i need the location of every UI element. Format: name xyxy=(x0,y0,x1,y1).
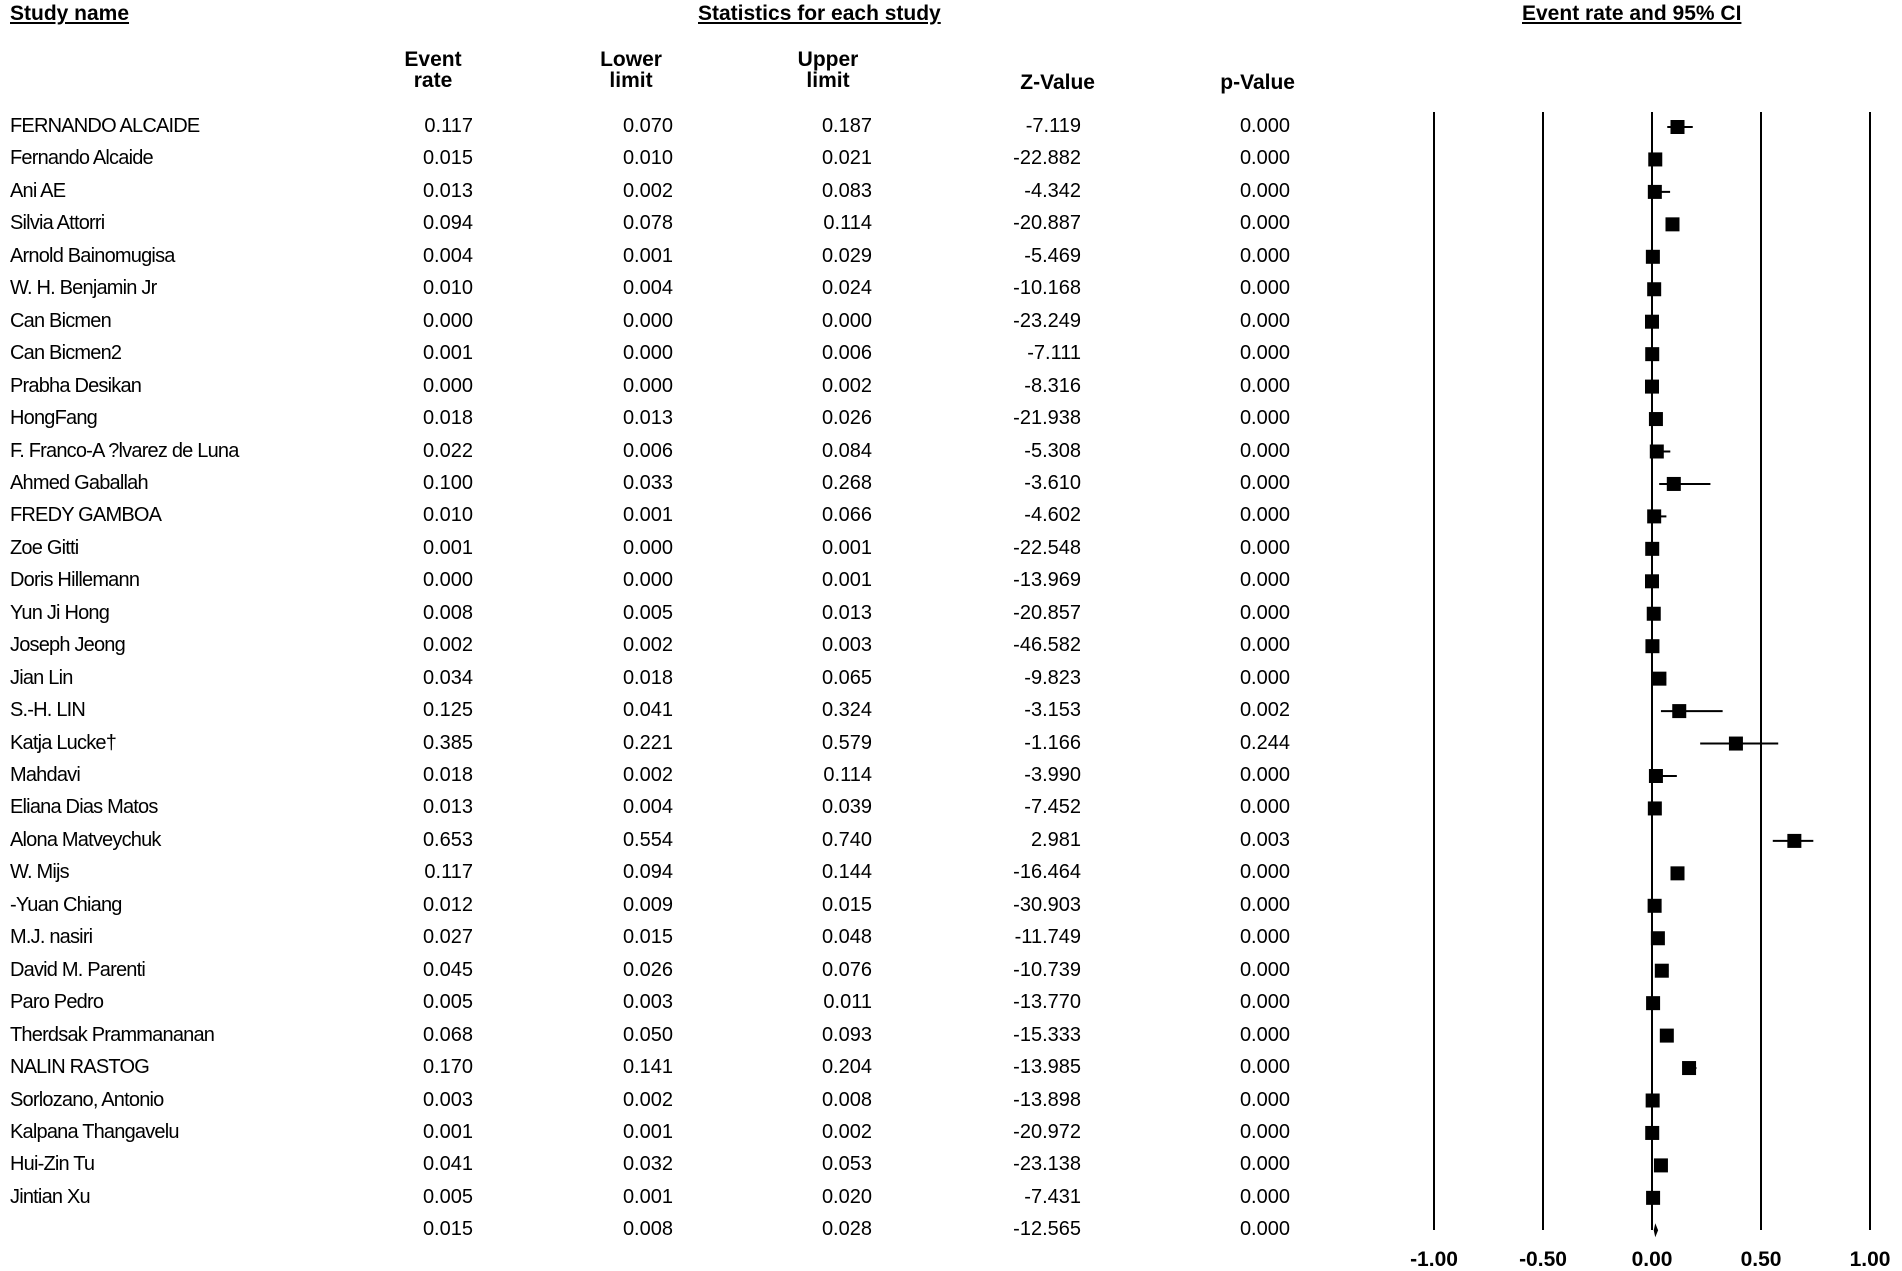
study-z-cell: -1.166 xyxy=(1024,731,1081,754)
summary-lower-cell: 0.008 xyxy=(622,1218,673,1241)
study-lower-cell: 0.141 xyxy=(622,1056,673,1079)
study-upper-cell: 0.268 xyxy=(821,471,872,494)
study-lower-cell: 0.033 xyxy=(622,471,673,494)
point-estimate xyxy=(1729,737,1743,751)
study-p-cell: 0.244 xyxy=(1239,731,1290,754)
col-lower-line1: Lower xyxy=(600,48,662,71)
study-upper-cell: 0.000 xyxy=(821,309,872,332)
study-z-cell: -13.969 xyxy=(1013,569,1081,592)
study-upper-cell: 0.008 xyxy=(821,1088,872,1111)
study-name: Can Bicmen2 xyxy=(10,342,122,365)
study-rate-cell: 0.001 xyxy=(422,536,473,559)
study-name: Katja Lucke† xyxy=(10,731,117,754)
point-estimate xyxy=(1645,574,1659,588)
study-name: Doris Hillemann xyxy=(10,569,140,592)
point-estimate xyxy=(1645,542,1659,556)
study-name: Paro Pedro xyxy=(10,991,104,1014)
point-estimate xyxy=(1646,1191,1660,1205)
study-rate-cell: 0.001 xyxy=(422,342,473,365)
study-upper-cell: 0.048 xyxy=(821,926,872,949)
study-lower-cell: 0.006 xyxy=(622,439,673,462)
study-upper-cell: 0.740 xyxy=(821,828,872,851)
study-z-cell: -30.903 xyxy=(1013,893,1081,916)
study-upper-cell: 0.011 xyxy=(823,991,872,1014)
study-name: Can Bicmen xyxy=(10,309,111,332)
study-p-cell: 0.000 xyxy=(1239,893,1290,916)
study-rate-cell: 0.000 xyxy=(422,309,473,332)
study-upper-cell: 0.002 xyxy=(821,374,872,397)
study-name: Ani AE xyxy=(10,179,66,202)
point-estimate xyxy=(1651,931,1665,945)
summary-p-cell: 0.000 xyxy=(1239,1218,1290,1241)
study-name: Jintian Xu xyxy=(10,1185,90,1208)
study-name: Mahdavi xyxy=(10,764,80,786)
study-p-cell: 0.000 xyxy=(1239,147,1290,170)
study-rate-cell: 0.027 xyxy=(422,926,473,949)
study-z-cell: -13.985 xyxy=(1013,1056,1081,1079)
x-tick-label: -1.00 xyxy=(1410,1248,1458,1271)
study-name: F. Franco-A ?lvarez de Luna xyxy=(10,439,239,462)
study-lower-cell: 0.009 xyxy=(622,893,673,916)
study-rate-cell: 0.041 xyxy=(422,1153,473,1176)
point-estimate xyxy=(1646,250,1660,264)
study-upper-cell: 0.324 xyxy=(821,699,872,722)
study-rate-cell: 0.013 xyxy=(422,796,473,819)
study-lower-cell: 0.078 xyxy=(622,212,673,235)
study-upper-cell: 0.187 xyxy=(821,115,872,137)
study-z-cell: -4.602 xyxy=(1024,504,1081,527)
study-lower-cell: 0.001 xyxy=(622,1120,673,1143)
study-rate-cell: 0.117 xyxy=(424,115,473,137)
point-estimate xyxy=(1648,152,1662,166)
statistics-header: Statistics for each study xyxy=(698,2,941,25)
study-p-cell: 0.002 xyxy=(1239,699,1290,722)
study-p-cell: 0.000 xyxy=(1239,796,1290,819)
study-z-cell: -10.168 xyxy=(1013,277,1081,300)
study-upper-cell: 0.066 xyxy=(821,504,872,527)
point-estimate xyxy=(1648,899,1662,913)
col-event-rate-line2: rate xyxy=(413,69,453,92)
x-tick-label: 1.00 xyxy=(1849,1248,1891,1271)
study-name: Arnold Bainomugisa xyxy=(10,244,175,267)
col-event-rate-line1: Event xyxy=(404,48,462,71)
study-upper-cell: 0.029 xyxy=(821,244,872,267)
point-estimate xyxy=(1647,509,1661,523)
x-tick-label: -0.50 xyxy=(1519,1248,1567,1271)
study-z-cell: -5.308 xyxy=(1024,439,1081,462)
summary-z-cell: -12.565 xyxy=(1013,1218,1081,1241)
study-z-cell: -13.898 xyxy=(1013,1088,1081,1111)
study-upper-cell: 0.065 xyxy=(821,666,872,689)
point-estimate xyxy=(1648,801,1662,815)
point-estimate xyxy=(1645,347,1659,361)
study-z-cell: -23.138 xyxy=(1013,1153,1081,1176)
study-upper-cell: 0.053 xyxy=(821,1153,872,1176)
study-p-cell: 0.000 xyxy=(1239,1088,1290,1111)
study-upper-cell: 0.114 xyxy=(823,212,872,235)
study-rate-cell: 0.000 xyxy=(422,374,473,397)
point-estimate xyxy=(1671,120,1685,134)
study-p-cell: 0.000 xyxy=(1239,1153,1290,1176)
study-name: Zoe Gitti xyxy=(10,536,79,559)
study-lower-cell: 0.003 xyxy=(622,991,673,1014)
study-rate-cell: 0.005 xyxy=(422,991,473,1014)
study-z-cell: -7.452 xyxy=(1024,796,1081,819)
study-p-cell: 0.000 xyxy=(1239,861,1290,884)
study-name: David M. Parenti xyxy=(10,958,146,981)
study-z-cell: -5.469 xyxy=(1024,244,1081,267)
study-z-cell: -15.333 xyxy=(1013,1023,1081,1046)
study-upper-cell: 0.579 xyxy=(821,731,872,754)
study-rate-cell: 0.653 xyxy=(422,828,473,851)
study-lower-cell: 0.002 xyxy=(622,764,673,786)
study-name: Sorlozano, Antonio xyxy=(10,1088,164,1111)
study-z-cell: -22.548 xyxy=(1013,536,1081,559)
study-p-cell: 0.000 xyxy=(1239,926,1290,949)
study-rate-cell: 0.034 xyxy=(422,666,473,689)
study-upper-cell: 0.144 xyxy=(821,861,872,884)
study-upper-cell: 0.001 xyxy=(821,536,872,559)
study-upper-cell: 0.021 xyxy=(821,147,872,170)
study-rate-cell: 0.000 xyxy=(422,569,473,592)
study-lower-cell: 0.032 xyxy=(622,1153,673,1176)
study-upper-cell: 0.015 xyxy=(821,893,872,916)
study-lower-cell: 0.013 xyxy=(622,407,673,430)
study-lower-cell: 0.002 xyxy=(622,634,673,657)
study-z-cell: -16.464 xyxy=(1013,861,1081,884)
study-name: FREDY GAMBOA xyxy=(10,504,162,527)
study-name: M.J. nasiri xyxy=(10,926,93,949)
study-p-cell: 0.000 xyxy=(1239,764,1290,786)
col-p-header: p-Value xyxy=(1220,71,1295,94)
study-z-cell: -9.823 xyxy=(1024,666,1081,689)
point-estimate xyxy=(1645,380,1659,394)
study-rate-cell: 0.010 xyxy=(422,504,473,527)
study-lower-cell: 0.070 xyxy=(622,115,673,137)
study-z-cell: -20.857 xyxy=(1013,601,1081,624)
point-estimate xyxy=(1667,477,1681,491)
study-lower-cell: 0.018 xyxy=(622,666,673,689)
point-estimate xyxy=(1665,217,1679,231)
study-z-cell: -8.316 xyxy=(1024,374,1081,397)
study-p-cell: 0.000 xyxy=(1239,1023,1290,1046)
study-lower-cell: 0.005 xyxy=(622,601,673,624)
study-lower-cell: 0.004 xyxy=(622,796,673,819)
study-p-cell: 0.000 xyxy=(1239,536,1290,559)
point-estimate xyxy=(1655,964,1669,978)
study-name: -Yuan Chiang xyxy=(10,893,122,916)
study-p-cell: 0.000 xyxy=(1239,1056,1290,1079)
point-estimate xyxy=(1650,445,1664,459)
study-rate-cell: 0.385 xyxy=(422,731,473,754)
study-rate-cell: 0.117 xyxy=(424,861,473,884)
study-rate-cell: 0.018 xyxy=(422,764,473,786)
study-lower-cell: 0.554 xyxy=(622,828,673,851)
study-z-cell: -3.610 xyxy=(1024,471,1081,494)
study-rate-cell: 0.013 xyxy=(422,179,473,202)
study-name: W. H. Benjamin Jr xyxy=(10,277,157,300)
study-name: NALIN RASTOG xyxy=(10,1056,149,1079)
study-name: Kalpana Thangavelu xyxy=(10,1120,179,1143)
study-name: S.-H. LIN xyxy=(10,699,86,722)
point-estimate xyxy=(1648,185,1662,199)
study-rate-cell: 0.003 xyxy=(422,1088,473,1111)
study-z-cell: -7.431 xyxy=(1024,1185,1081,1208)
study-rate-cell: 0.010 xyxy=(422,277,473,300)
study-z-cell: -20.972 xyxy=(1013,1120,1081,1143)
study-upper-cell: 0.026 xyxy=(821,407,872,430)
study-name: Jian Lin xyxy=(10,666,73,689)
study-lower-cell: 0.000 xyxy=(622,309,673,332)
study-lower-cell: 0.001 xyxy=(622,1185,673,1208)
study-z-cell: -20.887 xyxy=(1013,212,1081,235)
study-rate-cell: 0.015 xyxy=(422,147,473,170)
study-p-cell: 0.000 xyxy=(1239,244,1290,267)
study-upper-cell: 0.020 xyxy=(821,1185,872,1208)
study-p-cell: 0.000 xyxy=(1239,309,1290,332)
study-lower-cell: 0.001 xyxy=(622,504,673,527)
study-lower-cell: 0.004 xyxy=(622,277,673,300)
study-upper-cell: 0.024 xyxy=(821,277,872,300)
study-z-cell: -4.342 xyxy=(1024,179,1081,202)
study-lower-cell: 0.026 xyxy=(622,958,673,981)
study-p-cell: 0.000 xyxy=(1239,1185,1290,1208)
study-p-cell: 0.000 xyxy=(1239,504,1290,527)
study-upper-cell: 0.003 xyxy=(821,634,872,657)
point-estimate xyxy=(1645,315,1659,329)
study-rate-cell: 0.022 xyxy=(422,439,473,462)
study-lower-cell: 0.050 xyxy=(622,1023,673,1046)
study-p-cell: 0.000 xyxy=(1239,666,1290,689)
study-p-cell: 0.000 xyxy=(1239,1120,1290,1143)
study-lower-cell: 0.000 xyxy=(622,536,673,559)
study-name: Yun Ji Hong xyxy=(10,601,110,624)
point-estimate xyxy=(1646,1094,1660,1108)
point-estimate xyxy=(1647,607,1661,621)
study-name-header: Study name xyxy=(10,2,130,25)
point-estimate xyxy=(1645,639,1659,653)
study-p-cell: 0.000 xyxy=(1239,439,1290,462)
study-lower-cell: 0.010 xyxy=(622,147,673,170)
study-p-cell: 0.000 xyxy=(1239,958,1290,981)
study-lower-cell: 0.094 xyxy=(622,861,673,884)
study-rate-cell: 0.002 xyxy=(422,634,473,657)
study-p-cell: 0.000 xyxy=(1239,601,1290,624)
point-estimate xyxy=(1645,1126,1659,1140)
point-estimate xyxy=(1654,1158,1668,1172)
study-rate-cell: 0.005 xyxy=(422,1185,473,1208)
study-lower-cell: 0.041 xyxy=(622,699,673,722)
study-name: Fernando Alcaide xyxy=(10,147,153,170)
summary-diamond xyxy=(1654,1223,1658,1237)
study-upper-cell: 0.114 xyxy=(823,764,872,786)
study-name: Silvia Attorri xyxy=(10,212,105,235)
study-upper-cell: 0.006 xyxy=(821,342,872,365)
col-upper-line2: limit xyxy=(806,69,850,92)
study-z-cell: -10.739 xyxy=(1013,958,1081,981)
study-p-cell: 0.000 xyxy=(1239,115,1290,137)
study-rate-cell: 0.018 xyxy=(422,407,473,430)
study-p-cell: 0.003 xyxy=(1239,828,1290,851)
point-estimate xyxy=(1671,866,1685,880)
study-name: Therdsak Prammananan xyxy=(10,1023,215,1046)
study-rate-cell: 0.170 xyxy=(422,1056,473,1079)
study-upper-cell: 0.001 xyxy=(821,569,872,592)
study-p-cell: 0.000 xyxy=(1239,991,1290,1014)
point-estimate xyxy=(1672,704,1686,718)
study-upper-cell: 0.002 xyxy=(821,1120,872,1143)
study-rate-cell: 0.100 xyxy=(422,471,473,494)
plot-title: Event rate and 95% CI xyxy=(1522,2,1742,25)
study-upper-cell: 0.083 xyxy=(821,179,872,202)
study-z-cell: -13.770 xyxy=(1013,991,1081,1014)
study-rate-cell: 0.012 xyxy=(422,893,473,916)
col-z-header: Z-Value xyxy=(1020,71,1095,94)
study-lower-cell: 0.015 xyxy=(622,926,673,949)
study-upper-cell: 0.039 xyxy=(821,796,872,819)
study-z-cell: -21.938 xyxy=(1013,407,1081,430)
study-p-cell: 0.000 xyxy=(1239,407,1290,430)
point-estimate xyxy=(1660,1029,1674,1043)
study-z-cell: -11.749 xyxy=(1014,926,1081,949)
x-tick-label: 0.50 xyxy=(1740,1248,1782,1271)
study-lower-cell: 0.000 xyxy=(622,569,673,592)
study-z-cell: -3.153 xyxy=(1024,699,1081,722)
summary-upper-cell: 0.028 xyxy=(821,1218,872,1241)
study-z-cell: 2.981 xyxy=(1030,828,1081,851)
study-rate-cell: 0.001 xyxy=(422,1120,473,1143)
study-rate-cell: 0.068 xyxy=(422,1023,473,1046)
study-lower-cell: 0.002 xyxy=(622,179,673,202)
study-p-cell: 0.000 xyxy=(1239,471,1290,494)
point-estimate xyxy=(1682,1061,1696,1075)
x-tick-label: 0.00 xyxy=(1631,1248,1673,1271)
study-z-cell: -23.249 xyxy=(1013,309,1081,332)
point-estimate xyxy=(1649,769,1663,783)
point-estimate xyxy=(1647,282,1661,296)
study-p-cell: 0.000 xyxy=(1239,277,1290,300)
study-name: W. Mijs xyxy=(10,861,69,884)
study-p-cell: 0.000 xyxy=(1239,212,1290,235)
study-rate-cell: 0.004 xyxy=(422,244,473,267)
study-name: Hui-Zin Tu xyxy=(10,1153,95,1176)
study-upper-cell: 0.204 xyxy=(821,1056,872,1079)
study-name: Prabha Desikan xyxy=(10,374,142,397)
study-lower-cell: 0.000 xyxy=(622,374,673,397)
col-lower-line2: limit xyxy=(609,69,653,92)
study-rate-cell: 0.045 xyxy=(422,958,473,981)
study-z-cell: -7.119 xyxy=(1025,115,1081,137)
study-name: FERNANDO ALCAIDE xyxy=(10,115,200,137)
study-upper-cell: 0.076 xyxy=(821,958,872,981)
study-name: HongFang xyxy=(10,407,97,430)
study-name: Alona Matveychuk xyxy=(10,828,161,851)
study-lower-cell: 0.002 xyxy=(622,1088,673,1111)
study-upper-cell: 0.093 xyxy=(821,1023,872,1046)
study-rate-cell: 0.008 xyxy=(422,601,473,624)
study-name: Ahmed Gaballah xyxy=(10,471,148,494)
point-estimate xyxy=(1787,834,1801,848)
point-estimate xyxy=(1649,412,1663,426)
study-z-cell: -3.990 xyxy=(1024,764,1081,786)
study-p-cell: 0.000 xyxy=(1239,374,1290,397)
study-lower-cell: 0.221 xyxy=(622,731,673,754)
point-estimate xyxy=(1652,672,1666,686)
study-name: Eliana Dias Matos xyxy=(10,796,158,819)
study-upper-cell: 0.084 xyxy=(821,439,872,462)
study-p-cell: 0.000 xyxy=(1239,569,1290,592)
study-p-cell: 0.000 xyxy=(1239,342,1290,365)
study-upper-cell: 0.013 xyxy=(821,601,872,624)
study-z-cell: -46.582 xyxy=(1013,634,1081,657)
study-rate-cell: 0.125 xyxy=(422,699,473,722)
col-upper-line1: Upper xyxy=(797,48,859,71)
point-estimate xyxy=(1646,996,1660,1010)
study-z-cell: -7.111 xyxy=(1027,342,1081,365)
study-lower-cell: 0.001 xyxy=(622,244,673,267)
study-p-cell: 0.000 xyxy=(1239,634,1290,657)
study-z-cell: -22.882 xyxy=(1013,147,1081,170)
study-name: Joseph Jeong xyxy=(10,634,125,657)
study-rate-cell: 0.094 xyxy=(422,212,473,235)
study-lower-cell: 0.000 xyxy=(622,342,673,365)
summary-rate-cell: 0.015 xyxy=(422,1218,473,1241)
study-p-cell: 0.000 xyxy=(1239,179,1290,202)
